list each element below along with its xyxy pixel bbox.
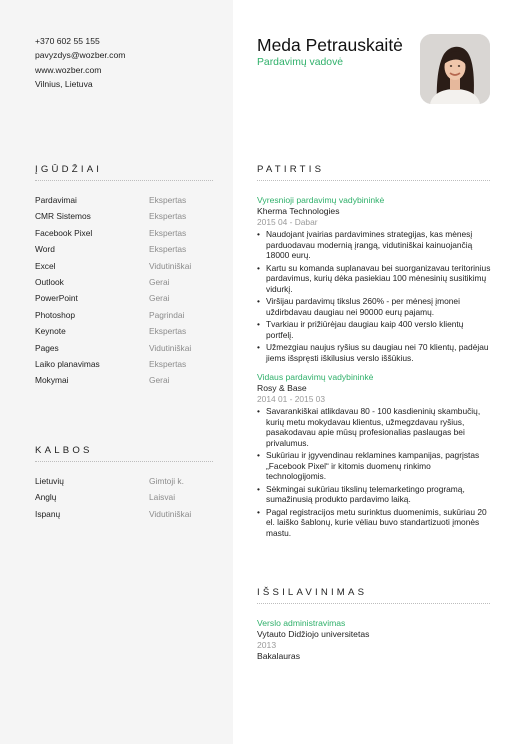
job-bullet: • Naudojant įvairias pardavimines strategijas, kas mėnesį parduodavau modernią įrangą, vidutiniškai kainuojančią 18000 eurų.: [257, 229, 492, 261]
language-level: Vidutiniškai: [149, 508, 192, 519]
person-job-title: Pardavimų vadovė: [257, 57, 344, 68]
skill-name: CMR Sistemos: [35, 211, 91, 222]
job-bullet: • Sukūriau ir įgyvendinau reklamines kampanijas, pagrįstas „Facebook Pixel“ ir kitomis duomenų rinkimo technologijomis.: [257, 450, 492, 482]
skill-name: Facebook Pixel: [35, 227, 93, 238]
skill-row: [35, 225, 215, 241]
language-level: Gimtoji k.: [149, 476, 184, 486]
job-dates: 2015 04 - Dabar: [257, 217, 318, 227]
job-bullet: • Kartu su komanda suplanavau bei suorganizavau teritorinius pardavimus, kurių dėka pasiekiau 100 mėnesinių susitikimų vidurkį.: [257, 263, 492, 295]
skill-row: [35, 356, 215, 372]
contact-phone: +370 602 55 155: [35, 36, 100, 46]
skill-name: Pardavimai: [35, 195, 77, 205]
job-bullet: • Sėkmingai sukūriau tikslinų telemarketingo programą, sumažinusią produkto pardavimo laiką.: [257, 484, 492, 505]
skill-level: Ekspertas: [149, 211, 187, 222]
skill-level: Gerai: [149, 277, 170, 287]
skill-name: Outlook: [35, 277, 64, 287]
skill-row: [35, 258, 215, 274]
skill-row: [35, 307, 215, 323]
skill-name: PowerPoint: [35, 293, 78, 304]
education-field: Verslo administravimas: [257, 618, 346, 628]
skill-row: [35, 241, 215, 257]
skill-name: Photoshop: [35, 309, 76, 320]
skills-heading: ĮGŪDŽIAI: [35, 164, 103, 175]
language-row: [35, 506, 215, 522]
skill-name: Excel: [35, 260, 56, 271]
skill-level: Gerai: [149, 293, 170, 304]
skills-divider: [35, 180, 213, 181]
skill-level: Pagrindai: [149, 309, 185, 320]
skill-name: Laiko planavimas: [35, 359, 100, 369]
skill-row: [35, 208, 215, 224]
experience-heading: PATIRTIS: [257, 164, 325, 175]
skill-level: Gerai: [149, 375, 170, 386]
education-school: Vytauto Didžiojo universitetas: [257, 629, 370, 639]
skill-row: [35, 372, 215, 388]
contact-email: pavyzdys@wozber.com: [35, 50, 126, 61]
skill-row: [35, 192, 215, 208]
skill-name: Word: [35, 244, 55, 255]
skill-row: [35, 290, 215, 306]
languages-heading: KALBOS: [35, 445, 93, 456]
person-name: Meda Petrauskaitė: [257, 35, 403, 55]
job-bullets: [257, 406, 492, 540]
job-dates: 2014 01 - 2015 03: [257, 394, 325, 404]
contact-website: www.wozber.com: [35, 64, 102, 75]
skill-name: Mokymai: [35, 375, 69, 386]
job-bullet: • Viršijau pardavimų tikslus 260% - per mėnesį įmonei uždirbdavau daugiau nei 90000 eurų pajamų.: [257, 296, 492, 317]
job-title: Vidaus pardavimų vadybininkė: [257, 372, 374, 382]
language-name: Ispanų: [35, 508, 61, 519]
avatar-photo: [420, 34, 490, 104]
skill-name: Keynote: [35, 326, 66, 337]
skill-name: Pages: [35, 342, 59, 353]
language-name: Lietuvių: [35, 476, 64, 486]
education-divider: [257, 603, 490, 604]
skill-level: Ekspertas: [149, 227, 187, 238]
language-row: [35, 489, 215, 505]
job-bullet: • Užmezgiau naujus ryšius su daugiau nei 70 klientų, padėjau jiems išspręsti iškilusius verslo iššūkius.: [257, 342, 492, 363]
job-company: Kherma Technologies: [257, 206, 340, 216]
skill-row: [35, 274, 215, 290]
skill-level: Ekspertas: [149, 359, 187, 369]
language-name: Anglų: [35, 492, 57, 503]
contact-location: Vilnius, Lietuva: [35, 79, 93, 90]
skill-level: Vidutiniškai: [149, 260, 192, 271]
language-row: [35, 473, 215, 489]
avatar: [420, 34, 490, 104]
skill-level: Vidutiniškai: [149, 342, 192, 353]
job-bullet: • Tvarkiau ir prižiūrėjau daugiau kaip 400 verslo klientų portfelį.: [257, 319, 492, 340]
job-title: Vyresnioji pardavimų vadybininkė: [257, 195, 385, 205]
education-degree: Bakalauras: [257, 651, 300, 661]
job-bullet: • Savarankiškai atlikdavau 80 - 100 kasdieninių skambučių, kurių metu mokydavau klientus, užmegzdavau ryšius, pasakodavau apie mūsų profesionalias paslaugas bei privalumus.: [257, 406, 492, 448]
skill-level: Ekspertas: [149, 326, 187, 337]
experience-divider: [257, 180, 490, 181]
skill-level: Ekspertas: [149, 195, 187, 205]
skill-row: [35, 340, 215, 356]
languages-divider: [35, 461, 213, 462]
job-company: Rosy & Base: [257, 383, 307, 393]
skill-row: [35, 323, 215, 339]
job-bullet: • Pagal registracijos metu surinktus duomenimis, sukūriau 20 el. laiško šablonų, kurie vėliau buvo standartizuoti įmonės mastu.: [257, 507, 492, 539]
skill-level: Ekspertas: [149, 244, 187, 255]
contact-block: [35, 34, 125, 92]
language-level: Laisvai: [149, 492, 176, 503]
education-heading: IŠSILAVINIMAS: [257, 587, 368, 598]
education-year: 2013: [257, 640, 277, 650]
job-bullets: [257, 229, 492, 365]
